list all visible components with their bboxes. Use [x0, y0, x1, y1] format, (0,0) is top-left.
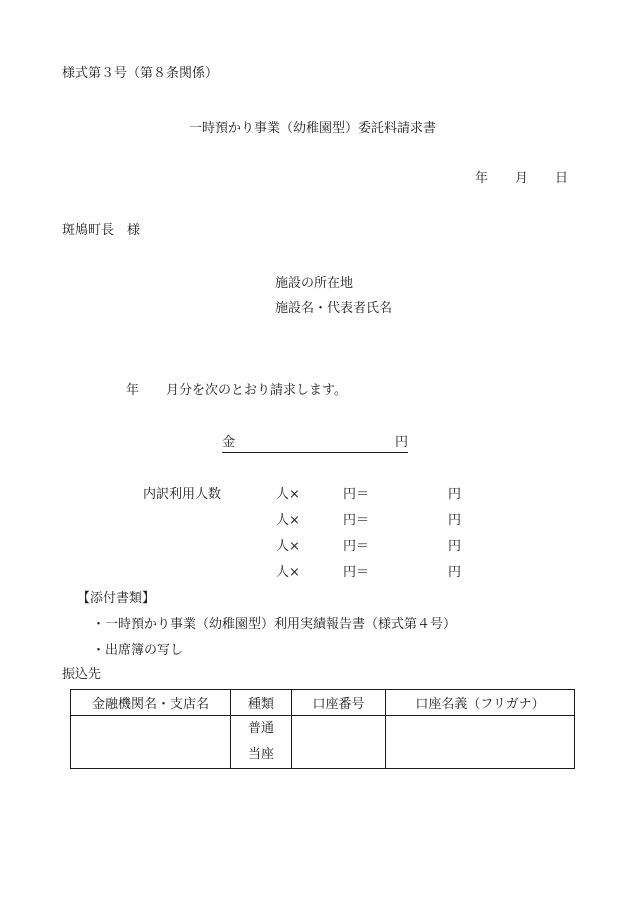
account-type-cell	[231, 716, 292, 769]
bank-cell[interactable]	[71, 716, 231, 769]
table-row	[71, 716, 575, 769]
attachment-item: ・出席簿の写し	[92, 643, 184, 658]
breakdown-label: 内訳利用人数	[143, 487, 222, 502]
account-holder-cell[interactable]	[386, 716, 575, 769]
transfer-heading: 振込先	[62, 667, 102, 682]
column-header-account-holder: 口座名義（フリガナ）	[386, 690, 575, 716]
breakdown-persons: 人×	[276, 565, 300, 580]
breakdown-unit: 円＝	[343, 539, 370, 554]
column-header-bank: 金融機関名・支店名	[71, 690, 231, 716]
table-header-row	[71, 690, 575, 716]
account-number-cell[interactable]	[292, 716, 386, 769]
addressee: 斑鳩町長 様	[62, 223, 141, 238]
breakdown-unit: 円＝	[343, 565, 370, 580]
breakdown-unit: 円＝	[343, 513, 370, 528]
date-year: 年	[475, 171, 489, 186]
breakdown-total: 円	[448, 487, 462, 502]
breakdown-persons: 人×	[276, 539, 300, 554]
attachments-heading: 【添付書類】	[77, 591, 156, 606]
breakdown-persons: 人×	[276, 513, 300, 528]
attachment-item: ・一時預かり事業（幼稚園型）利用実績報告書（様式第４号）	[92, 617, 457, 632]
breakdown-persons: 人×	[276, 487, 300, 502]
account-type-current: 当座	[247, 747, 274, 762]
date-month: 月	[515, 171, 529, 186]
form-number: 様式第３号（第８条関係）	[62, 66, 219, 81]
amount-prefix: 金	[222, 435, 236, 450]
document-title: 一時預かり事業（幼稚園型）委託料請求書	[189, 121, 437, 136]
facility-name-label: 施設名・代表者氏名	[275, 301, 393, 316]
column-header-account-number: 口座番号	[292, 690, 386, 716]
amount-suffix: 円	[395, 435, 409, 450]
transfer-account-table	[70, 689, 575, 769]
amount-underline	[222, 436, 408, 453]
request-year: 年	[126, 383, 140, 398]
breakdown-total: 円	[448, 539, 462, 554]
request-text: 月分を次のとおり請求します。	[166, 383, 347, 398]
breakdown-total: 円	[448, 565, 462, 580]
date-day: 日	[555, 171, 569, 186]
column-header-type: 種類	[231, 690, 292, 716]
breakdown-unit: 円＝	[343, 487, 370, 502]
facility-location-label: 施設の所在地	[275, 276, 354, 291]
account-type-ordinary: 普通	[247, 721, 274, 736]
breakdown-total: 円	[448, 513, 462, 528]
